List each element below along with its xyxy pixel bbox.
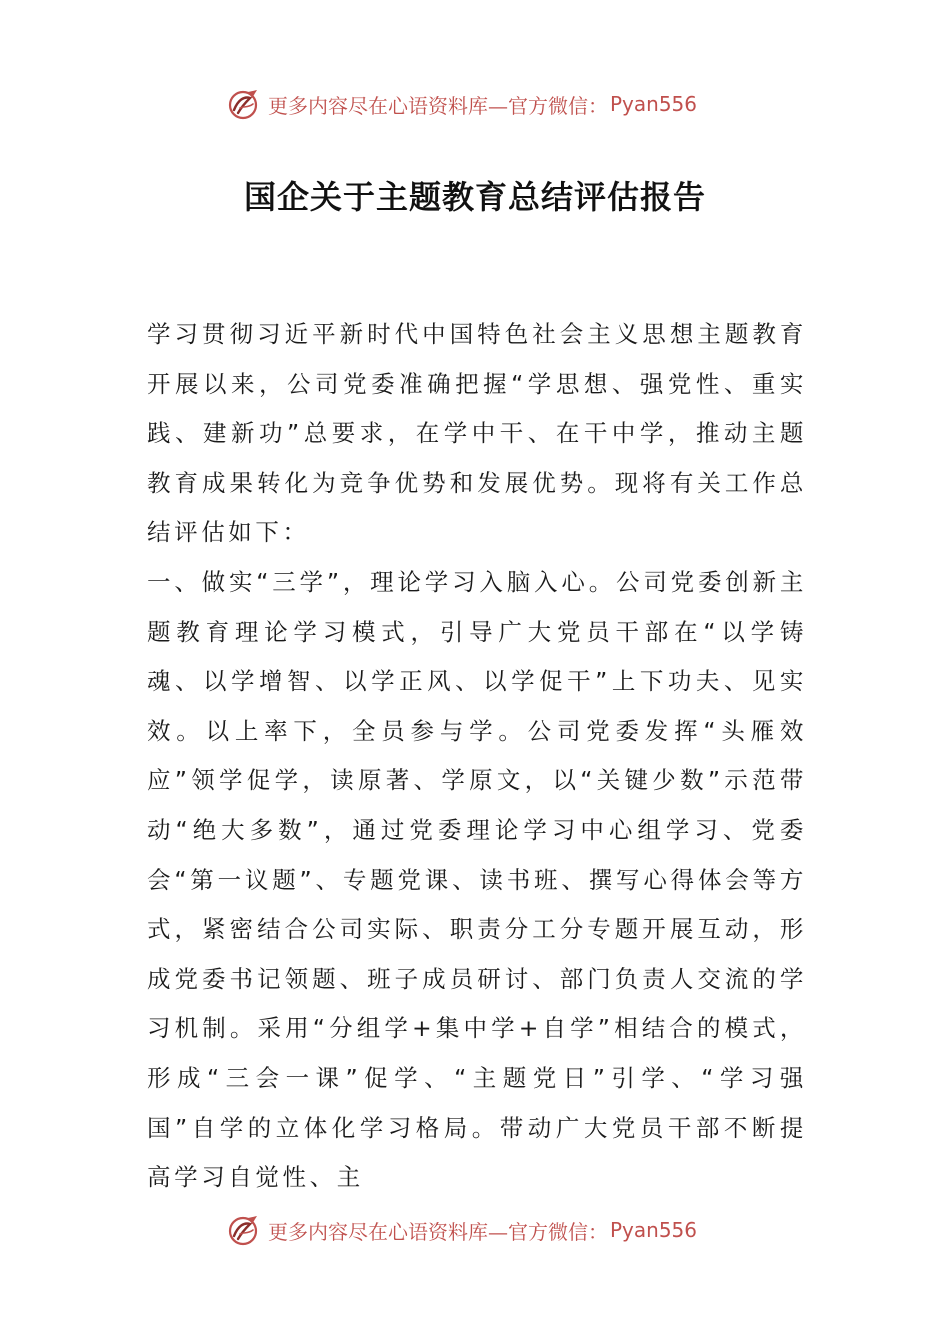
paragraph-intro: 学习贯彻习近平新时代中国特色社会主义思想主题教育开展以来，公司党委准确把握“学思想、强党性、重实践、建新功”总要求，在学中干、在干中学，推动主题教育成果转化为竞争优势和发展优势。现将有关工作总结评估如下： [147, 320, 807, 547]
footer-watermark [226, 1212, 697, 1248]
watermark-text: 更多内容尽在心语资料库—官方微信： [268, 1219, 608, 1244]
header-watermark [226, 86, 697, 122]
watermark-wechat-id: Pyan556 [610, 1218, 698, 1242]
signature-logo-icon [226, 1212, 262, 1248]
paragraph-section-one: 一、做实“三学”，理论学习入脑入心。公司党委创新主题教育理论学习模式，引导广大党员干部在“以学铸魂、以学增智、以学正风、以学促干”上下功夫、见实效。以上率下，全员参与学。公司党委发挥“头雁效应”领学促学，读原著、学原文，以“关键少数”示范带动“绝大多数”，通过党委理论学习中心组学习、党委会“第一议题”、专题党课、读书班、撰写心得体会等方式，紧密结合公司实际、职责分工分专题开展互动，形成党委书记领题、班子成员研讨、部门负责人交流的学习机制。采用“分组学+集中学+自学”相结合的模式，形成“三会一课”促学、“主题党日”引学、“学习强国”自学的立体化学习格局。带动广大党员干部不断提高学习自觉性、主 [147, 567, 807, 1192]
watermark-text: 更多内容尽在心语资料库—官方微信： [268, 93, 608, 118]
watermark-wechat-id: Pyan556 [610, 92, 698, 116]
document-body [147, 310, 807, 1203]
document-title: 国企关于主题教育总结评估报告 [243, 178, 706, 216]
signature-logo-icon [226, 86, 262, 122]
